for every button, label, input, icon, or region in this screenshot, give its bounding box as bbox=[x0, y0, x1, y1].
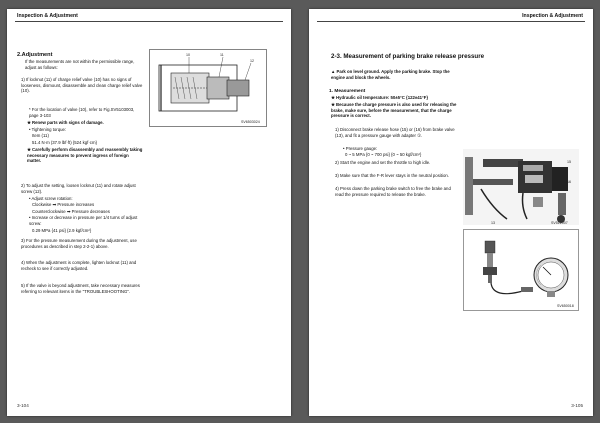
gauge-range: 0 ~ 5 MPa {0 ~ 700 psi} {0 ~ 50 kgf/cm²} bbox=[345, 152, 422, 157]
fig2-code: SV650018 bbox=[557, 304, 574, 308]
torque-label: • Tightening torque: bbox=[29, 127, 67, 132]
step-1-warning: ★ Renew parts with signs of damage. bbox=[27, 120, 104, 125]
r-step-2: 2) Start the engine and set the throttle to high idle. bbox=[335, 160, 431, 165]
gauge-label: • Pressure gauge: bbox=[343, 146, 378, 151]
r-step-1: 1) Disconnect brake release hose (15) or (16) from brake valve (13), and fit a pressure gauge with adapter ①. bbox=[335, 127, 455, 138]
right-section-title: 2-3. Measurement of parking brake release pressure bbox=[331, 53, 485, 60]
intro-text: If the measurements are not within the permissible range, adjust as follows: bbox=[25, 59, 135, 70]
relief-valve-figure bbox=[149, 49, 267, 127]
torque-item: Item (11) bbox=[32, 133, 49, 138]
torque-value: 51.4 N·m (37.9 lbf·ft) {524 kgf·cm} bbox=[32, 140, 97, 145]
increase-text: • Increase or decrease in pressure per 1/4 turns of adjust screw: bbox=[29, 215, 138, 226]
left-page bbox=[7, 9, 291, 416]
fig-label-10: 10 bbox=[186, 53, 190, 57]
right-header-title: Inspection & Adjustment bbox=[522, 13, 583, 19]
safety-warning: ▲ Park on level ground. Apply the parking brake. Stop the engine and block the wheels. bbox=[331, 69, 450, 80]
step-4: 4) When the adjustment is complete, lighten locknut (11) and recheck to see if correctly adjusted. bbox=[21, 260, 137, 271]
rotation-label: • Adjust screw rotation: bbox=[29, 196, 73, 201]
charge-caution: ★ Because the charge pressure is also used for releasing the brake, make sure, before the measurement, that the charge pressure is correct. bbox=[331, 102, 457, 119]
r-step-4: 4) Press down the parking brake switch to free the brake and read the pressure required to release the brake. bbox=[335, 186, 451, 197]
brake-valve-figure bbox=[463, 149, 579, 225]
step-1-note: * For the location of valve (10), refer to Fig.SV5103003, page 3-103 bbox=[29, 107, 135, 118]
fig1-label-15: 15 bbox=[567, 160, 571, 164]
left-page-number: 3-104 bbox=[17, 403, 29, 408]
clockwise-text: Clockwise ➡ Pressure increases bbox=[32, 202, 95, 207]
care-note: ★ Carefully perform disassembly and reassembly taking necessary measures to prevent ingress of foreign matter. bbox=[27, 147, 143, 164]
pressure-gauge-figure bbox=[463, 229, 579, 311]
oil-temperature: ★ Hydraulic oil temperature: 50±5°C {122±41°F} bbox=[331, 95, 429, 100]
fig1-label-16: 16 bbox=[567, 180, 571, 184]
increase-value: 0.29 MPa {41 psi} {2.9 kgf/cm²} bbox=[32, 228, 92, 233]
step-5: 5) If the valve is beyond adjustment, take necessary measures referring to relevant items in the "TROUBLESHOOTING". bbox=[21, 283, 140, 294]
fig1-label-13: 13 bbox=[491, 221, 495, 225]
left-header bbox=[7, 9, 291, 22]
right-page bbox=[309, 9, 593, 416]
section-title: 2.Adjustment bbox=[17, 52, 53, 58]
header-rule bbox=[15, 21, 283, 22]
fig1-code: SV512007 bbox=[551, 221, 568, 225]
right-header bbox=[309, 9, 593, 22]
r-step-3: 3) Make sure that the F-R lever stays in the neutral position. bbox=[335, 173, 449, 178]
fig-code: SV6503024 bbox=[241, 120, 260, 124]
header-rule bbox=[317, 21, 585, 22]
step-2: 2) To adjust the setting, loosen locknut (11) and rotate adjust screw (12). bbox=[21, 183, 136, 194]
measurement-title: 1. Measurement bbox=[329, 89, 366, 94]
step-3: 3) For the pressure measurement during the adjustment, use procedures as described in step 2-2-1) above. bbox=[21, 238, 137, 249]
fig-label-12: 12 bbox=[250, 59, 254, 63]
step-1: 1) If locknut (11) of charge relief valve (10) has no signs of looseness, dismount, disassemble and clean charge relief valve (10). bbox=[21, 77, 143, 94]
left-header-title: Inspection & Adjustment bbox=[17, 13, 78, 19]
counterclockwise-text: Counterclockwise ➡ Pressure decreases bbox=[32, 209, 110, 214]
fig-label-11: 11 bbox=[220, 53, 224, 57]
right-page-number: 3-105 bbox=[571, 403, 583, 408]
